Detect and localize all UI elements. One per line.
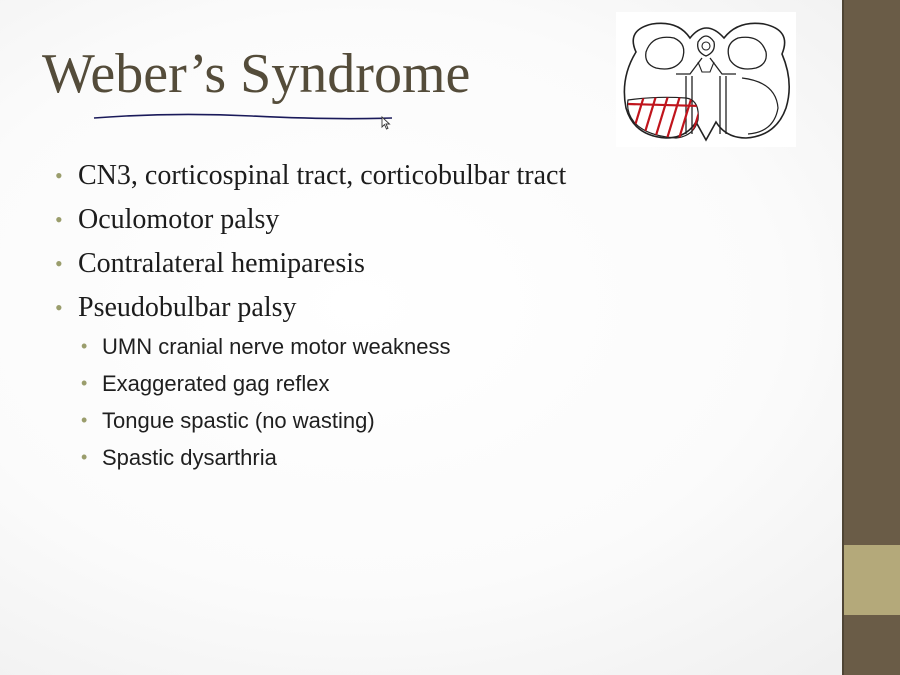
sub-bullet-item: • Spastic dysarthria bbox=[78, 443, 815, 472]
bullet-list bbox=[55, 160, 815, 484]
sub-bullet-list bbox=[78, 332, 815, 472]
bullet-item: • CN3, corticospinal tract, corticobulbar tract bbox=[55, 160, 815, 192]
sub-bullet-item: • Tongue spastic (no wasting) bbox=[78, 406, 815, 435]
sub-bullet-item: • Exaggerated gag reflex bbox=[78, 369, 815, 398]
bullet-item-label: Pseudobulbar palsy bbox=[78, 292, 297, 323]
sub-bullet-item: • UMN cranial nerve motor weakness bbox=[78, 332, 815, 361]
bullet-item-with-subitems bbox=[55, 292, 815, 472]
slide-title: Weber’s Syndrome bbox=[42, 43, 471, 105]
bullet-item: • Contralateral hemiparesis bbox=[55, 248, 815, 280]
mouse-pointer-icon bbox=[381, 116, 391, 130]
annotation-underline bbox=[92, 108, 402, 128]
bullet-item: • Oculomotor palsy bbox=[55, 204, 815, 236]
decorative-side-accent bbox=[844, 545, 900, 615]
midbrain-cross-section-icon bbox=[616, 12, 796, 147]
